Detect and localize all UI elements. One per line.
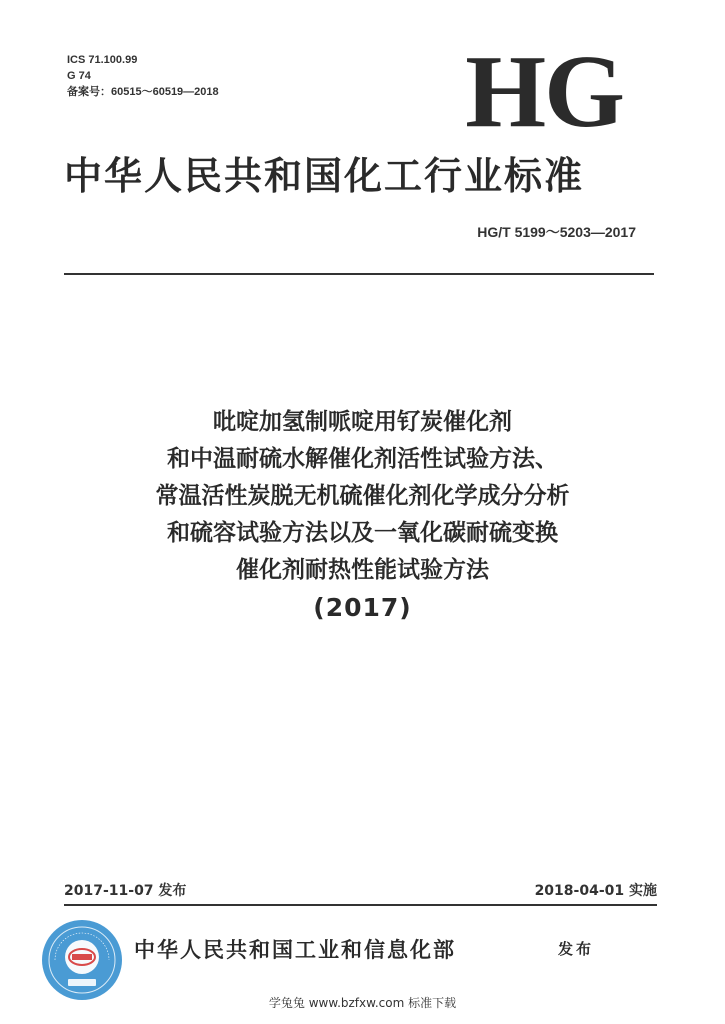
ccs-code: G 74 [67, 70, 91, 82]
publisher-seal-icon [41, 919, 123, 1001]
title-line: 催化剂耐热性能试验方法 [236, 557, 489, 583]
title-line: 和硫容试验方法以及一氧化碳耐硫变换 [167, 520, 558, 546]
issue-date: 2017-11-07 发布 [64, 883, 187, 899]
standard-number: HG/T 5199～5203—2017 [477, 224, 636, 240]
effective-date: 2018-04-01 实施 [534, 883, 657, 899]
footer-watermark: 学兔兔 www.bzfxw.com 标准下载 [268, 996, 457, 1010]
title-year: (2017) [313, 593, 412, 622]
title-line: 吡啶加氢制哌啶用钌炭催化剂 [213, 409, 512, 435]
hg-logo: HG [465, 34, 623, 149]
issuing-authority: 中华人民共和国工业和信息化部 [134, 938, 456, 962]
standard-category-title: 中华人民共和国化工行业标准 [64, 154, 585, 198]
top-divider [64, 273, 654, 275]
filing-number: 备案号：60515～60519—2018 [67, 86, 219, 98]
title-line: 常温活性炭脱无机硫催化剂化学成分分析 [155, 483, 570, 509]
title-line: 和中温耐硫水解催化剂活性试验方法、 [167, 446, 558, 472]
ics-code: ICS 71.100.99 [67, 54, 138, 66]
issuing-label: 发布 [558, 940, 595, 958]
bottom-divider [64, 904, 657, 906]
classification-block [67, 52, 219, 100]
document-title [40, 404, 685, 626]
